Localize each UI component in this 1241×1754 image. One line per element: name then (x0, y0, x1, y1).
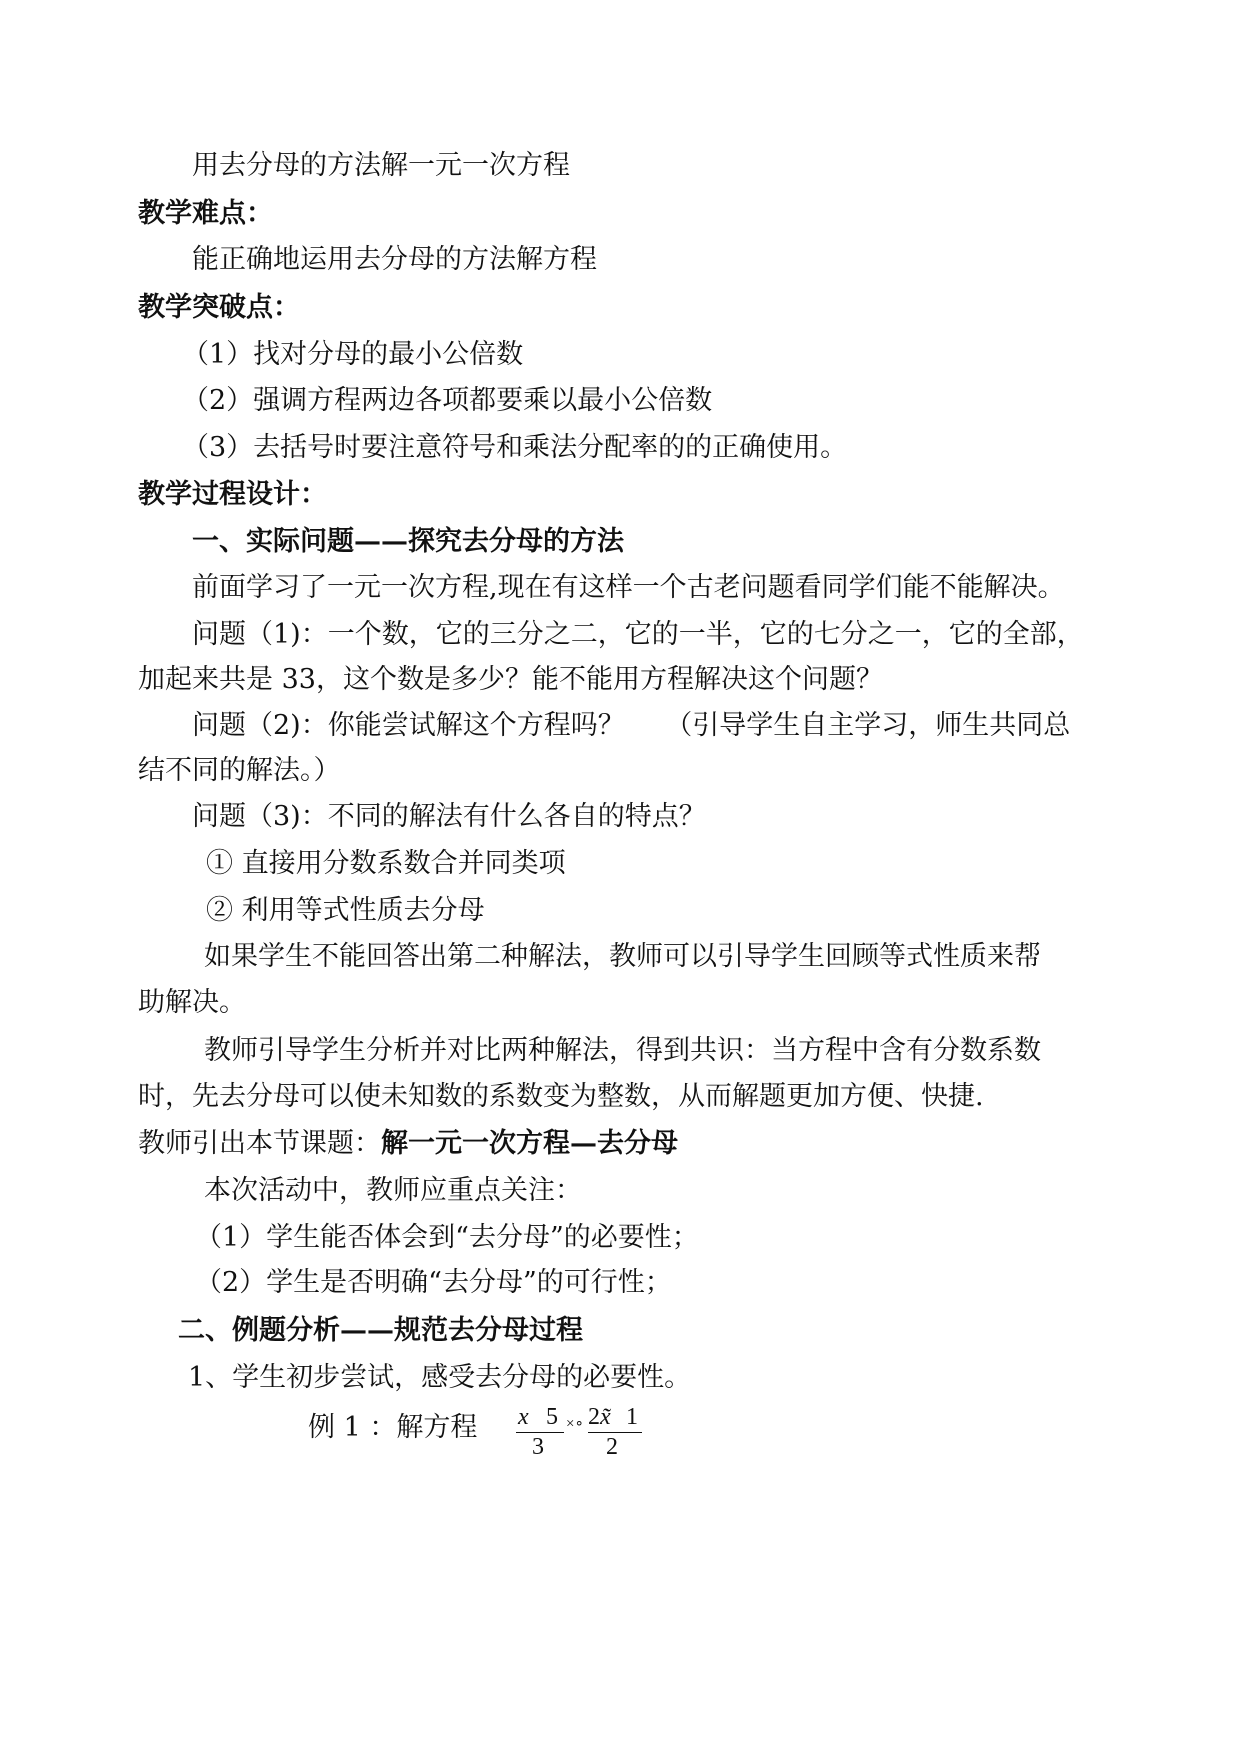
focus-item-2: （2）学生是否明确“去分母”的可行性； (195, 1267, 672, 1298)
left-denominator: 3 (532, 1434, 544, 1460)
paragraph-teacher-guide-line-1: 如果学生不能回答出第二种解法，教师可以引导学生回顾等式性质来帮 (204, 941, 1041, 972)
left-numerator-constant: 5 (546, 1404, 558, 1430)
example-1-label: 例 1 ：解方程 (308, 1412, 478, 1443)
question-1-line-2: 加起来共是 33，这个数是多少？能不能用方程解决这个问题？ (138, 664, 883, 695)
list-item-breakthrough-1: （1）找对分母的最小公倍数 (182, 339, 524, 370)
paragraph-teacher-guide-line-2: 助解决。 (138, 987, 246, 1018)
paragraph-consensus-line-1: 教师引导学生分析并对比两种解法，得到共识：当方程中含有分数系数 (204, 1035, 1041, 1066)
question-3: 问题（3)：不同的解法有什么各自的特点？ (192, 801, 706, 832)
section-2-title: 二、例题分析——规范去分母过程 (178, 1315, 583, 1346)
paragraph-lesson-topic (138, 1126, 678, 1162)
heading-breakthrough-points: 教学突破点： (138, 292, 300, 323)
heading-teaching-process: 教学过程设计： (138, 479, 327, 510)
right-numerator-coefficient: 2 (588, 1404, 600, 1430)
left-fraction-bar (516, 1432, 564, 1433)
heading-teaching-difficulty: 教学难点： (138, 198, 273, 229)
paragraph-focus-intro: 本次活动中，教师应重点关注： (204, 1175, 582, 1206)
paragraph-focus-topic: 用去分母的方法解一元一次方程 (192, 150, 570, 181)
lesson-topic-title: 解一元一次方程—去分母 (381, 1128, 678, 1159)
left-numerator-variable: x (518, 1404, 529, 1430)
question-2-line-1: 问题（2)：你能尝试解这个方程吗？ （引导学生自主学习，师生共同总 (192, 710, 1071, 741)
section-2-step-1: 1、学生初步尝试，感受去分母的必要性。 (188, 1362, 692, 1393)
paragraph-consensus-line-2: 时，先去分母可以使未知数的系数变为整数，从而解题更加方便、快捷. (138, 1081, 984, 1112)
paragraph-difficulty: 能正确地运用去分母的方法解方程 (192, 244, 597, 275)
right-numerator-constant: 1 (626, 1404, 638, 1430)
right-numerator-variable: x̃ (600, 1404, 611, 1430)
lesson-topic-prefix: 教师引出本节课题： (138, 1128, 381, 1159)
method-1: ① 直接用分数系数合并同类项 (206, 848, 566, 879)
equation-sign: ×∘ (566, 1416, 584, 1432)
focus-item-1: （1）学生能否体会到“去分母”的必要性； (195, 1222, 699, 1253)
right-fraction-bar (588, 1432, 642, 1433)
question-2-line-2: 结不同的解法。） (138, 755, 341, 786)
paragraph-section-1-intro: 前面学习了一元一次方程,现在有这样一个古老问题看同学们能不能解决。 (192, 572, 1065, 603)
example-1-equation (512, 1402, 652, 1464)
method-2: ② 利用等式性质去分母 (206, 895, 485, 926)
right-denominator: 2 (606, 1434, 618, 1460)
section-1-title: 一、实际问题——探究去分母的方法 (192, 526, 624, 557)
list-item-breakthrough-2: （2）强调方程两边各项都要乘以最小公倍数 (182, 385, 713, 416)
question-1-line-1: 问题（1)：一个数，它的三分之二，它的一半，它的七分之一，它的全部， (192, 619, 1084, 650)
list-item-breakthrough-3: （3）去括号时要注意符号和乘法分配率的的正确使用。 (182, 432, 848, 463)
